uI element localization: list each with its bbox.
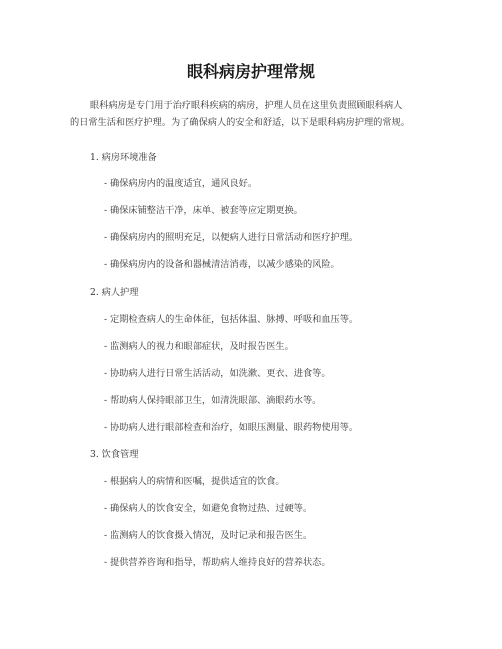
list-item: - 协助病人进行日常生活活动，如洗漱、更衣、进食等。 [104,368,331,379]
list-item: - 确保病房内的设备和器械清洁消毒，以减少感染的风险。 [104,259,340,270]
intro-line: 的日常生活和医疗护理。为了确保病人的安全和舒适，以下是眼科病房护理的常规。 [70,117,410,128]
list-item: - 确保病人的饮食安全，如避免食物过热、过硬等。 [104,503,313,514]
section-heading: 3. 饮食管理 [90,449,139,460]
list-item: - 根据病人的病情和医嘱，提供适宜的饮食。 [104,476,285,487]
section-heading: 2. 病人护理 [90,287,139,298]
list-item: - 定期检查病人的生命体征，包括体温、脉搏、呼吸和血压等。 [104,314,359,325]
list-item: - 帮助病人保持眼部卫生，如清洗眼部、滴眼药水等。 [104,395,322,406]
list-item: - 协助病人进行眼部检查和治疗，如眼压测量、眼药物使用等。 [104,422,359,433]
list-item: - 确保病房内的照明充足，以便病人进行日常活动和医疗护理。 [104,232,359,243]
list-item: - 提供营养咨询和指导，帮助病人维持良好的营养状态。 [104,557,331,568]
list-item: - 监测病人的视力和眼部症状，及时报告医生。 [104,341,294,352]
intro-paragraph [70,97,438,131]
page-title: 眼科病房护理常规 [186,62,315,81]
list-item: - 确保病房内的温度适宜，通风良好。 [104,178,258,189]
section-heading: 1. 病房环境准备 [90,152,157,163]
intro-line: 眼科病房是专门用于治疗眼科疾病的病房，护理人员在这里负责照顾眼科病人 [90,100,403,111]
list-item: - 确保床铺整洁干净，床单、被套等应定期更换。 [104,205,303,216]
list-item: - 监测病人的饮食摄入情况，及时记录和报告医生。 [104,530,313,541]
